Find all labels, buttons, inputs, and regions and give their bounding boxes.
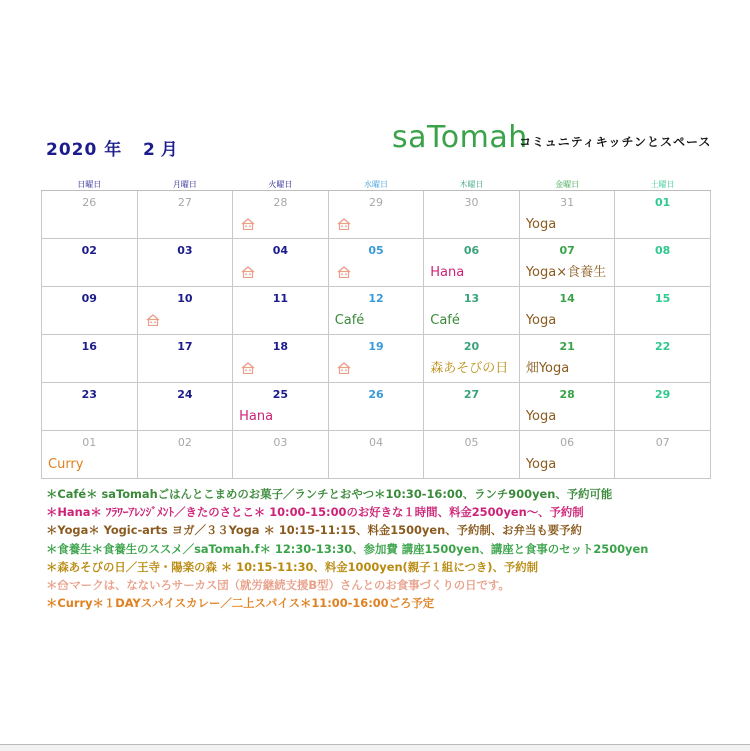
day-number: 16 [81,340,97,353]
legend-text: ＊食養生＊食養生のススメ／saTomah.f＊ 12:30-13:30、参加費 講座1500yen、講座と食事のセット2500yen [46,541,649,556]
day-number: 25 [272,388,289,401]
day-number: 28 [559,388,575,401]
event-label: Yoga [525,409,557,424]
day-number: 11 [272,292,289,305]
calendar-week-row [42,383,711,431]
calendar-day-cell[interactable] [42,431,138,479]
calendar-day-cell[interactable] [233,287,329,335]
day-number: 01 [82,436,97,449]
calendar-day-cell[interactable] [233,239,329,287]
calendar-day-cell[interactable] [137,383,233,431]
calendar-day-cell[interactable] [615,431,711,479]
calendar-day-cell[interactable] [424,191,520,239]
day-number: 04 [368,436,383,449]
day-number: 24 [177,388,193,401]
calendar-day-cell[interactable] [519,335,615,383]
day-number: 09 [81,292,97,305]
calendar-day-cell[interactable] [519,431,615,479]
legend-prefix: ＊ [46,578,58,593]
event-label: 畑Yoga [525,361,570,376]
day-number: 20 [463,340,480,353]
calendar-day-cell[interactable] [328,335,424,383]
event-label: Hana [430,265,465,280]
day-number: 05 [464,436,479,449]
event-label: 森あそびの日 [430,361,509,376]
event-label: Café [430,313,460,328]
calendar-day-cell[interactable] [137,191,233,239]
legend-text: ＊Café＊ saTomahごはんとこまめのお菓子／ランチとおやつ＊10:30-16:00、ランチ900yen、予約可能 [46,487,613,501]
day-number: 22 [655,340,671,353]
day-number: 14 [559,292,575,305]
house-icon [337,218,351,230]
legend-line [46,558,648,576]
calendar-day-cell[interactable] [424,431,520,479]
day-number: 02 [177,436,192,449]
day-number: 12 [368,292,384,305]
house-icon [241,218,255,230]
calendar-day-cell[interactable] [328,191,424,239]
day-number: 03 [273,436,288,449]
day-number: 03 [177,244,193,257]
calendar-day-cell[interactable] [233,383,329,431]
weekday-tuesday: 火曜日 [233,179,329,191]
calendar-day-cell[interactable] [328,239,424,287]
day-number: 07 [559,244,575,257]
calendar-day-cell[interactable] [615,191,711,239]
legend-line [46,576,648,594]
day-number: 13 [463,292,480,305]
weekday-saturday: 土曜日 [615,179,711,191]
calendar-day-cell[interactable] [615,287,711,335]
legend-line [46,594,648,612]
calendar-day-cell[interactable] [233,431,329,479]
calendar-day-cell[interactable] [233,335,329,383]
calendar-day-cell[interactable] [519,239,615,287]
legend-line [46,521,648,539]
house-icon [57,579,69,590]
day-number: 15 [655,292,671,305]
day-number: 05 [368,244,384,257]
weekday-thursday: 木曜日 [424,179,520,191]
house-icon [241,266,255,278]
calendar-day-cell[interactable] [615,335,711,383]
day-number: 04 [272,244,289,257]
weekday-friday: 金曜日 [519,179,615,191]
house-icon [241,362,255,374]
legend-line [46,485,648,503]
event-legend [46,485,648,612]
calendar-day-cell[interactable] [137,335,233,383]
legend-text: ＊Yoga＊ Yogic-arts ヨガ／３３Yoga ＊ 10:15-11:15、料金1500yen、予約制、お弁当も要予約 [46,523,582,538]
day-number: 07 [655,436,670,449]
legend-text: マークは、なないろサーカス団（就労継続支援B型）さんとのお食事づくりの日です。 [69,578,510,593]
day-number: 21 [559,340,575,353]
legend-text: ＊Hana＊ ﾌﾗﾜｰｱﾚﾝｼﾞﾒﾝﾄ／きたのさとこ＊ 10:00-15:00のお好きな１時間、料金2500yen〜、予約制 [46,505,584,520]
event-label: Yoga [525,457,557,472]
day-number: 27 [177,196,192,209]
day-number: 02 [81,244,97,257]
brand-logo-text: saTomah [392,120,528,155]
calendar-week-row [42,431,711,479]
day-number: 10 [177,292,193,305]
day-number: 18 [272,340,289,353]
day-number: 06 [463,244,480,257]
calendar-week-row [42,191,711,239]
calendar-year: 2020 年 [46,140,123,160]
day-number: 31 [560,196,575,209]
calendar-day-cell[interactable] [424,335,520,383]
calendar-day-cell[interactable] [233,191,329,239]
event-label: Yoga [525,313,557,328]
calendar-day-cell[interactable] [424,383,520,431]
calendar-week-row [42,239,711,287]
day-number: 06 [560,436,575,449]
calendar-day-cell[interactable] [137,431,233,479]
calendar-day-cell[interactable] [615,239,711,287]
weekday-sunday: 日曜日 [42,179,138,191]
calendar-body [42,191,711,479]
calendar-day-cell[interactable] [519,287,615,335]
house-icon [337,362,351,374]
calendar-day-cell[interactable] [42,383,138,431]
weekday-header-row [42,179,711,191]
calendar-day-cell[interactable] [42,239,138,287]
calendar-grid [41,179,711,479]
calendar-month: 2 月 [143,140,178,160]
legend-line [46,503,648,521]
calendar-day-cell[interactable] [42,191,138,239]
day-number: 28 [273,196,288,209]
calendar-day-cell[interactable] [519,191,615,239]
day-number: 29 [368,196,383,209]
day-number: 01 [655,196,671,209]
day-number: 30 [464,196,479,209]
calendar-day-cell[interactable] [519,383,615,431]
weekday-wednesday: 水曜日 [328,179,424,191]
calendar-day-cell[interactable] [328,383,424,431]
legend-text: ＊Curry＊１DAYスパイスカレー／二上スパイス＊11:00-16:00ごろ予定 [46,596,435,611]
calendar-week-row [42,335,711,383]
day-number: 23 [81,388,97,401]
calendar-day-cell[interactable] [328,287,424,335]
day-number: 17 [177,340,193,353]
day-number: 08 [655,244,671,257]
brand-subtitle: コミュニティキッチンとスペース [519,135,712,149]
calendar-day-cell[interactable] [42,287,138,335]
day-number: 19 [368,340,384,353]
calendar-day-cell[interactable] [42,335,138,383]
calendar-week-row [42,287,711,335]
calendar-day-cell[interactable] [137,239,233,287]
legend-line [46,540,648,558]
calendar-day-cell[interactable] [137,287,233,335]
event-label: Café [334,313,365,328]
day-number: 26 [82,196,97,209]
event-label: Hana [239,409,274,424]
day-number: 26 [368,388,384,401]
day-number: 29 [655,388,671,401]
legend-text: ＊森あそびの日／王寺・陽楽の森 ＊ 10:15-11:30、料金1000yen(親子１組につき)、予約制 [46,559,539,574]
day-number: 27 [463,388,480,401]
event-label: Curry [48,457,84,472]
event-label: Yoga [525,217,557,232]
house-icon [146,314,160,326]
event-label: Yoga×食養生 [525,265,607,280]
weekday-monday: 月曜日 [137,179,233,191]
calendar-day-cell[interactable] [328,431,424,479]
house-icon [337,266,351,278]
calendar-day-cell[interactable] [424,287,520,335]
calendar-day-cell[interactable] [424,239,520,287]
calendar-day-cell[interactable] [615,383,711,431]
